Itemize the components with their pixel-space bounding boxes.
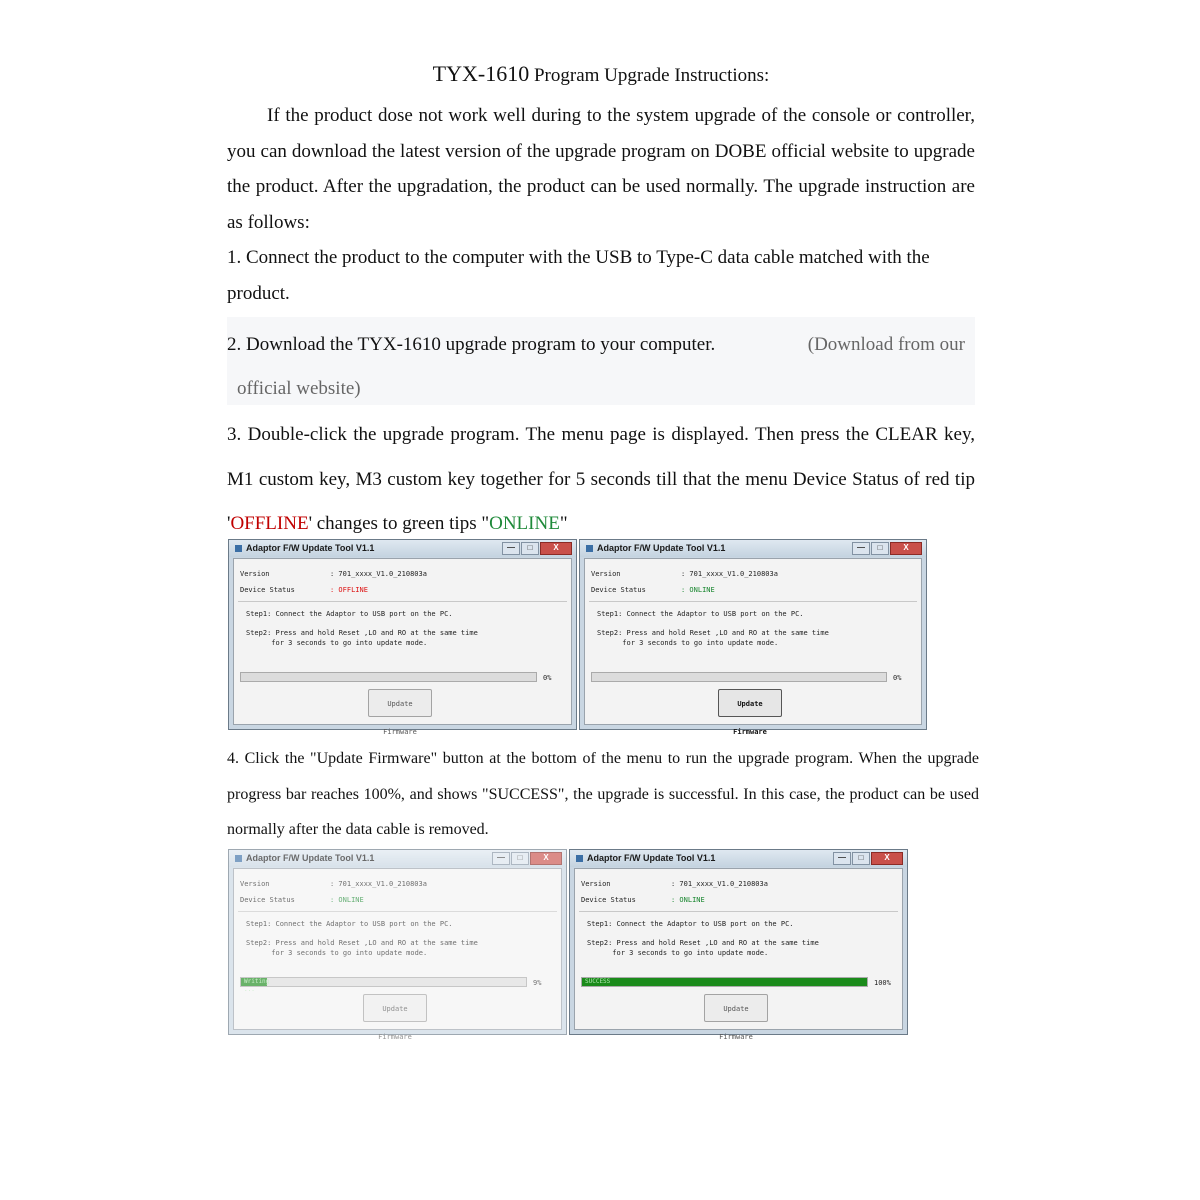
intro-paragraph: If the product dose not work well during to the system upgrade of the console or controller, you can download the latest version of the upgrade program on DOBE official website to upgrade the product. After the upgradation, the product can be used normally. The upgrade instruction are as follows: xyxy=(227,105,975,233)
update-firmware-button[interactable]: Update Firmware xyxy=(363,994,427,1022)
device-status-label: Device Status xyxy=(581,896,636,904)
step-1-instruction: Step1: Connect the Adaptor to USB port on the PC. xyxy=(597,610,804,618)
progress-percent: 0% xyxy=(543,674,552,682)
update-tool-window-online xyxy=(579,539,927,736)
window-controls xyxy=(491,852,562,864)
step-2-instruction-cont: for 3 seconds to go into update mode. xyxy=(587,949,769,957)
step-1-paragraph: 1. Connect the product to the computer with the USB to Type-C data cable matched with the product. xyxy=(227,247,930,304)
step-4-paragraph: 4. Click the "Update Firmware" button at the bottom of the menu to run the upgrade program. When the upgrade progress bar reaches 100%, and shows "SUCCESS", the upgrade is successful. In this case, the product can be used normally after the data cable is removed. xyxy=(227,750,979,838)
version-label: Version xyxy=(240,880,270,888)
window-controls xyxy=(501,542,572,554)
progress-percent: 100% xyxy=(874,979,891,987)
minimize-icon[interactable]: — xyxy=(502,542,520,555)
version-value: : 701_xxxx_V1.0_210803a xyxy=(681,570,778,578)
close-icon[interactable]: X xyxy=(871,852,903,865)
update-tool-window-success xyxy=(569,849,908,1041)
device-status-value: : ONLINE xyxy=(681,586,715,594)
step-3-text-b: ' changes to green tips " xyxy=(308,513,490,534)
step-1-instruction: Step1: Connect the Adaptor to USB port on the PC. xyxy=(587,920,794,928)
progress-bar xyxy=(591,672,887,682)
version-label: Version xyxy=(591,570,621,578)
minimize-icon[interactable]: — xyxy=(833,852,851,865)
progress-fill xyxy=(582,978,867,986)
step-2-instruction-cont: for 3 seconds to go into update mode. xyxy=(597,639,779,647)
progress-bar xyxy=(240,977,527,993)
page-title xyxy=(227,58,975,92)
progress-fill-text: SUCCESS xyxy=(585,978,611,985)
step-2-text: 2. Download the TYX-1610 upgrade program to your computer. xyxy=(227,334,716,355)
minimize-icon[interactable]: — xyxy=(492,852,510,865)
maximize-icon[interactable]: □ xyxy=(511,852,529,865)
version-value: : 701_xxxx_V1.0_210803a xyxy=(671,880,768,888)
device-status-value: : ONLINE xyxy=(671,896,705,904)
app-icon xyxy=(235,855,242,862)
device-status-value: : OFFLINE xyxy=(330,586,368,594)
update-firmware-button[interactable]: Update Firmware xyxy=(718,689,782,717)
divider xyxy=(579,911,898,912)
device-status-label: Device Status xyxy=(240,896,295,904)
version-value: : 701_xxxx_V1.0_210803a xyxy=(330,880,427,888)
window-titlebar[interactable] xyxy=(580,540,926,557)
step-2-instruction: Step2: Press and hold Reset ,LO and RO at the same time xyxy=(597,629,829,637)
version-value: : 701_xxxx_V1.0_210803a xyxy=(330,570,427,578)
window-title: Adaptor F/W Update Tool V1.1 xyxy=(587,853,716,863)
app-icon xyxy=(586,545,593,552)
progress-fill xyxy=(241,978,270,993)
window-title: Adaptor F/W Update Tool V1.1 xyxy=(597,543,726,553)
step-1-instruction: Step1: Connect the Adaptor to USB port on the PC. xyxy=(246,610,453,618)
divider xyxy=(238,601,567,602)
minimize-icon[interactable]: — xyxy=(852,542,870,555)
maximize-icon[interactable]: □ xyxy=(521,542,539,555)
step-2-note-a: (Download from our xyxy=(807,334,965,355)
online-tip: ONLINE xyxy=(489,513,560,534)
close-icon[interactable]: X xyxy=(540,542,572,555)
close-icon[interactable]: X xyxy=(530,852,562,865)
update-tool-window-offline xyxy=(228,539,577,736)
title-text: Program Upgrade Instructions: xyxy=(529,65,770,86)
title-model: TYX-1610 xyxy=(432,61,530,86)
update-firmware-button[interactable]: Update Firmware xyxy=(368,689,432,717)
step-2-instruction: Step2: Press and hold Reset ,LO and RO at the same time xyxy=(246,939,478,947)
window-titlebar[interactable] xyxy=(570,850,907,867)
step-2-note-b: official website) xyxy=(237,378,361,399)
progress-bar xyxy=(581,977,868,987)
step-3-text-a: 3. Double-click the upgrade program. The menu page is displayed. Then press the CLEAR key, M1 custom key, M3 custom key together for 5 seconds till that the menu Device Status of red tip ' xyxy=(227,424,975,534)
maximize-icon[interactable]: □ xyxy=(852,852,870,865)
maximize-icon[interactable]: □ xyxy=(871,542,889,555)
progress-percent: 9% xyxy=(533,979,542,987)
window-title: Adaptor F/W Update Tool V1.1 xyxy=(246,853,375,863)
step-1-instruction: Step1: Connect the Adaptor to USB port on the PC. xyxy=(246,920,453,928)
step-3-paragraph xyxy=(227,413,975,547)
divider xyxy=(589,601,917,602)
app-icon xyxy=(576,855,583,862)
window-controls xyxy=(851,542,922,554)
progress-fill-text: Writing ... xyxy=(244,978,270,993)
divider xyxy=(238,911,557,912)
window-title: Adaptor F/W Update Tool V1.1 xyxy=(246,543,375,553)
window-controls xyxy=(832,852,903,864)
window-client xyxy=(233,868,562,1041)
window-client xyxy=(233,558,572,736)
app-icon xyxy=(235,545,242,552)
progress-bar xyxy=(240,672,537,682)
window-client xyxy=(574,868,903,1041)
device-status-value: : ONLINE xyxy=(330,896,364,904)
window-titlebar[interactable] xyxy=(229,850,566,867)
offline-tip: OFFLINE xyxy=(230,513,309,534)
step-2-instruction: Step2: Press and hold Reset ,LO and RO at the same time xyxy=(246,629,478,637)
step-2-instruction: Step2: Press and hold Reset ,LO and RO at the same time xyxy=(587,939,819,947)
step-2-instruction-cont: for 3 seconds to go into update mode. xyxy=(246,639,428,647)
close-icon[interactable]: X xyxy=(890,542,922,555)
step-3-text-c: " xyxy=(559,513,568,534)
window-titlebar[interactable] xyxy=(229,540,576,557)
window-client xyxy=(584,558,922,736)
update-tool-window-writing xyxy=(228,849,567,1041)
version-label: Version xyxy=(581,880,611,888)
step-2-instruction-cont: for 3 seconds to go into update mode. xyxy=(246,949,428,957)
progress-percent: 0% xyxy=(893,674,902,682)
device-status-label: Device Status xyxy=(240,586,295,594)
version-label: Version xyxy=(240,570,270,578)
device-status-label: Device Status xyxy=(591,586,646,594)
instruction-document xyxy=(227,58,975,547)
step-2-paragraph xyxy=(227,317,975,405)
update-firmware-button[interactable]: Update Firmware xyxy=(704,994,768,1022)
